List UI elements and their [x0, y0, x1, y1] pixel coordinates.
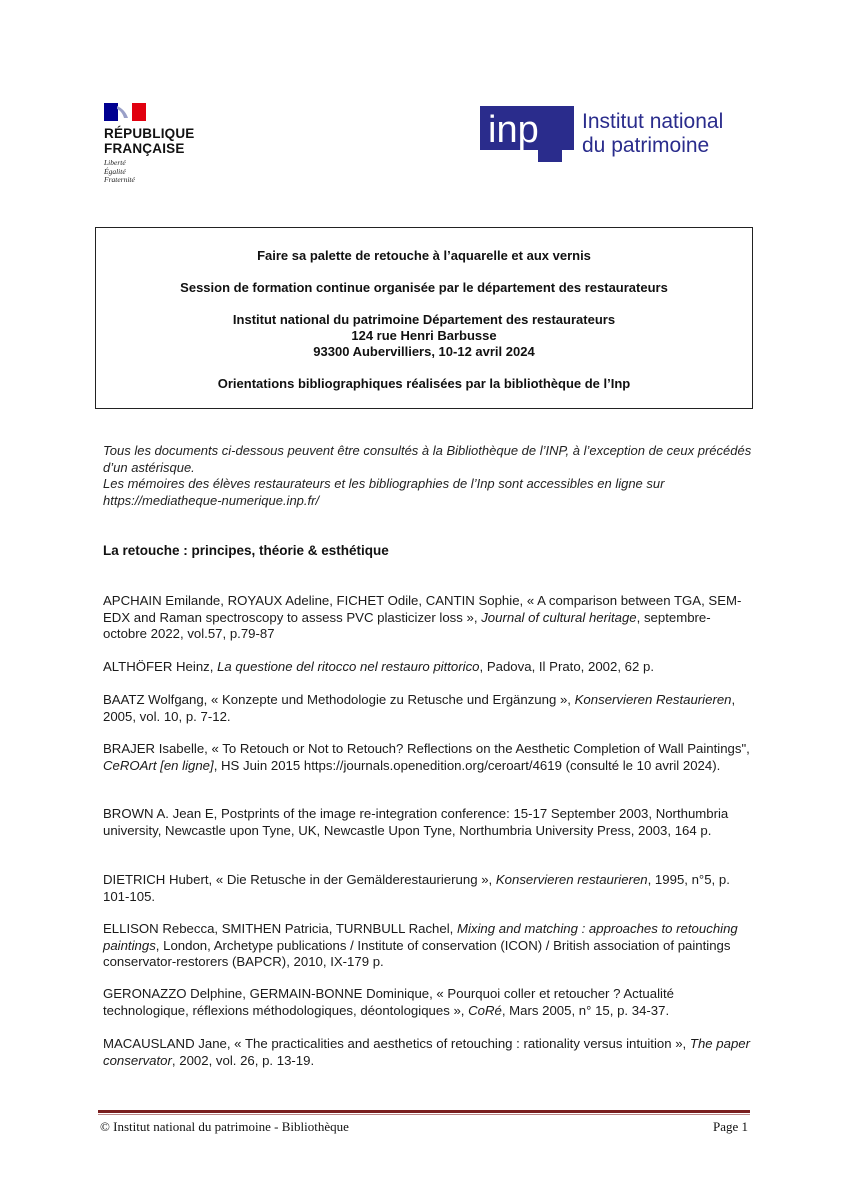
training-title: Faire sa palette de retouche à l’aquarelle et aux vernis [257, 248, 591, 263]
title-box [95, 227, 753, 409]
bib-entry: GERONAZZO Delphine, GERMAIN-BONNE Dominique, « Pourquoi coller et retoucher ? Actualité technologique, réflexions méthodologiques, déontologiques », CoRé, Mars 2005, n° 15, p. 34-37. [103, 986, 674, 1018]
inp-mark-icon [480, 104, 580, 164]
bib-entry: MACAUSLAND Jane, « The practicalities and aesthetics of retouching : rationality versus intuition », The paper conservator, 2002, vol. 26, p. 13-19. [103, 1036, 751, 1068]
intro-paragraph-2: Les mémoires des élèves restaurateurs et les bibliographies de l’Inp sont accessibles en ligne sur https://mediatheque-numerique.inp.fr/ [103, 476, 665, 508]
french-flag-icon [104, 103, 146, 121]
bibliography-credit: Orientations bibliographiques réalisées par la bibliothèque de l’Inp [217, 376, 631, 391]
footer-rule [98, 1110, 750, 1113]
republique-francaise-logo [104, 103, 214, 185]
bib-entry: BAATZ Wolfgang, « Konzepte und Methodologie zu Retusche und Ergänzung », Konservieren Restaurieren, 2005, vol. 10, p. 7-12. [103, 692, 736, 724]
inp-logo-text: inp [488, 109, 539, 151]
footer-rule-secondary [98, 1114, 750, 1115]
bib-entry: APCHAIN Emilande, ROYAUX Adeline, FICHET Odile, CANTIN Sophie, « A comparison between TGA, SEM-EDX and Raman spectroscopy to assess PVC plasticizer loss », Journal of cultural heritage, septembre-octobre 2022, vol.57, p.79-87 [103, 593, 742, 641]
bib-entry: DIETRICH Hubert, « Die Retusche in der Gemälderestaurierung », Konservieren restaurieren, 1995, n°5, p. 101-105. [103, 872, 730, 904]
footer-copyright: © Institut national du patrimoine - Bibliothèque [100, 1119, 349, 1134]
address-street: 124 rue Henri Barbusse [351, 328, 497, 343]
bib-entry: BRAJER Isabelle, « To Retouch or Not to Retouch? Reflections on the Aesthetic Completion of Wall Paintings", CeROArt [en ligne], HS Juin 2015 https://journals.openedition.org/ceroart/4619 (consulté le 10 avril 2024). [103, 741, 750, 773]
institution-line: Institut national du patrimoine Département des restaurateurs [232, 312, 616, 327]
inp-logo [480, 104, 750, 164]
inp-institution-name: Institut national du patrimoine [582, 110, 724, 157]
address-city-date: 93300 Aubervilliers, 10-12 avril 2024 [313, 344, 535, 359]
bib-entry: ALTHÖFER Heinz, La questione del ritocco nel restauro pittorico, Padova, Il Prato, 2002, 62 p. [103, 659, 654, 674]
bib-entry: BROWN A. Jean E, Postprints of the image re-integration conference: 15-17 September 2003, Northumbria university, Newcastle upon Tyne, UK, Newcastle Upon Tyne, Northumbria University Press, 2003, 164 p. [103, 806, 729, 838]
session-description: Session de formation continue organisée par le département des restaurateurs [180, 280, 668, 295]
intro-paragraph-1: Tous les documents ci-dessous peuvent être consultés à la Bibliothèque de l’INP, à l’exception de ceux précédés d’un astérisque. [103, 443, 752, 475]
section-heading: La retouche : principes, théorie & esthétique [103, 543, 389, 558]
rf-motto: Liberté Égalité Fraternité [104, 158, 135, 184]
intro-notice [103, 443, 753, 509]
bib-entry: ELLISON Rebecca, SMITHEN Patricia, TURNBULL Rachel, Mixing and matching : approaches to retouching paintings, London, Archetype publications / Institute of conservation (ICON) / British association of paintings conservator-restorers (BAPCR), 2010, IX-179 p. [103, 921, 738, 969]
rf-name: RÉPUBLIQUE FRANÇAISE [104, 126, 195, 156]
page-number: Page 1 [712, 1119, 748, 1134]
